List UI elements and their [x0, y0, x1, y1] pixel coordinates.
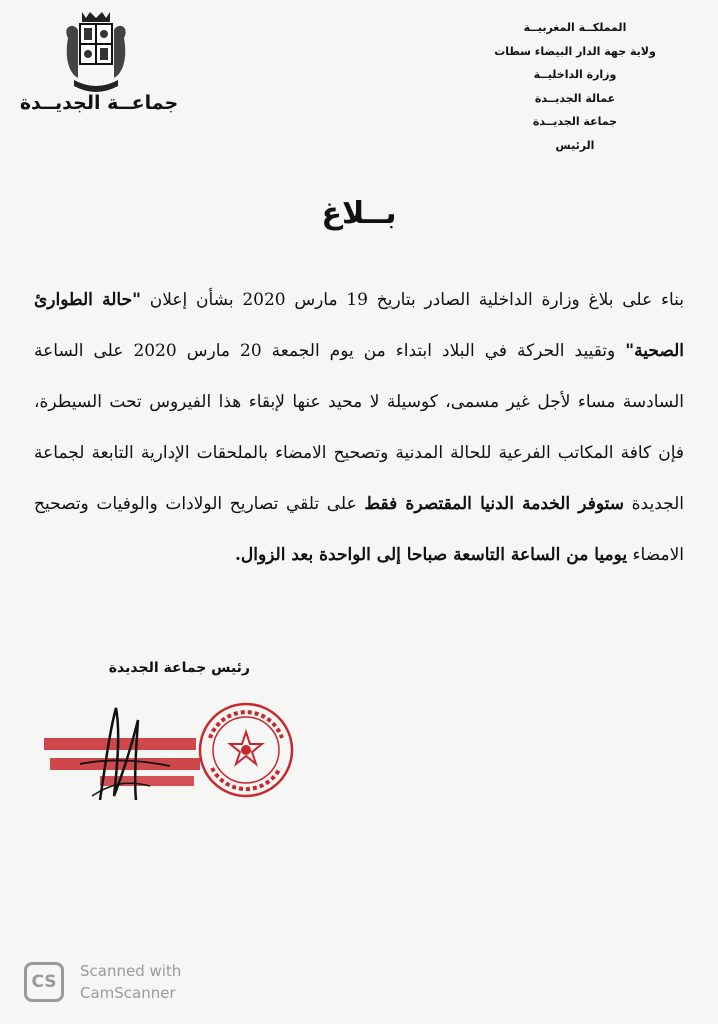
header-line-ministry: وزارة الداخليــة — [533, 68, 617, 81]
document-title: بــلاغ — [321, 196, 397, 231]
coat-of-arms-emblem — [60, 8, 132, 96]
header-line-commune: جماعة الجديــدة — [532, 115, 618, 128]
official-round-stamp — [196, 698, 296, 802]
handwritten-signature — [40, 700, 210, 810]
signer-title: رئيس جماعة الجديدة — [108, 660, 250, 676]
camscanner-logo-icon: CS — [24, 962, 64, 1002]
body-part-6-bold: يوميا من الساعة التاسعة صباحا إلى الواحدة بعد الزوال. — [234, 545, 628, 565]
body-part-5: على تلقي تصاريح الولادات والوفيات وتصحيح الامضاء — [34, 494, 684, 565]
body-part-2-bold: "حالة الطوارئ الصحية" — [34, 290, 684, 361]
body-part-1: بناء على بلاغ وزارة الداخلية الصادر بتاريخ 19 مارس 2020 بشأن إعلان — [140, 290, 684, 310]
announcement-body — [34, 275, 684, 581]
body-part-4-bold: ستوفر الخدمة الدنيا المقتصرة فقط — [364, 494, 624, 514]
header-line-prefecture: عمالة الجديــدة — [534, 91, 616, 105]
header-line-president: الرئيس — [555, 138, 595, 152]
watermark-line-1: Scanned with — [80, 962, 182, 980]
scanner-watermark — [24, 958, 264, 1008]
header-line-kingdom: المملكــة المغربيــة — [523, 21, 627, 34]
header-line-wilaya: ولاية جهة الدار البيضاء سطات — [494, 44, 656, 58]
commune-name: جماعــة الجديــدة — [19, 92, 179, 114]
body-part-3: وتقييد الحركة في البلاد ابتداء من يوم الجمعة 20 مارس 2020 على الساعة السادسة مساء لأجل غير مسمى، كوسيلة لا محيد عنها لإبقاء هذا الفيروس تحت السيطرة، فإن كافة المكاتب الفرعية للحالة المدنية وتصحيح الامضاء بالملحقات الإدارية التابعة لجماعة الجديدة — [34, 341, 685, 514]
watermark-line-2: CamScanner — [80, 984, 176, 1002]
administrative-header — [460, 16, 690, 157]
